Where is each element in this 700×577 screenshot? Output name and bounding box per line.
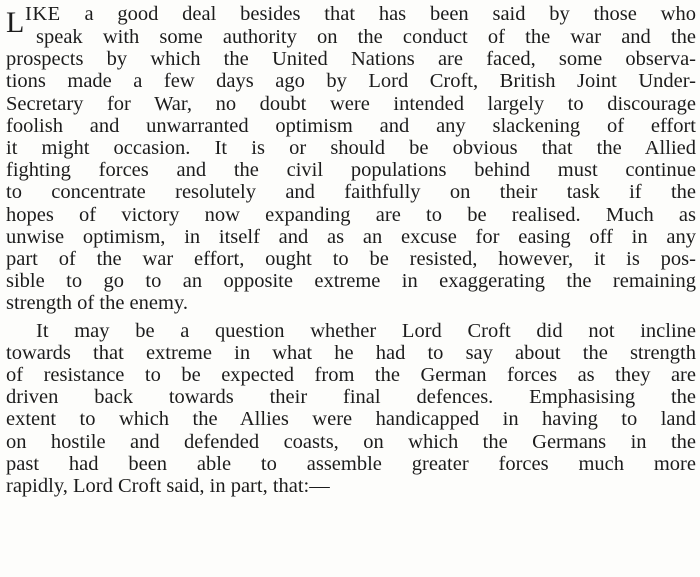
text-line: of resistance to be expected from the German forces as they are (6, 364, 696, 386)
first-line-text: a good deal besides that has been said by those who (84, 3, 696, 25)
text-line: It may be a question whether Lord Croft did not incline (36, 319, 696, 342)
first-line (25, 3, 696, 26)
text-line: fighting forces and the civil populations behind must continue (6, 159, 696, 182)
text-line: on hostile and defended coasts, on which the Germans in the (6, 430, 696, 453)
text-line: prospects by which the United Nations are faced, some observa- (6, 48, 696, 71)
text-line: past had been able to assemble greater forces much more (6, 452, 696, 475)
text-line: to concentrate resolutely and faithfully on their task if the (6, 181, 696, 204)
text-line: tions made a few days ago by Lord Croft, British Joint Under- (6, 70, 696, 93)
text-line: unwise optimism, in itself and as an excuse for easing off in any (6, 225, 696, 248)
first-word-caps: IKE (25, 3, 61, 25)
text-line: speak with some authority on the conduct of the war and the (36, 26, 696, 48)
text-line: strength of the enemy. (6, 292, 188, 315)
text-line: it might occasion. It is or should be obvious that the Allied (6, 137, 696, 159)
text-line: driven back towards their final defences. Emphasising the (6, 386, 696, 409)
text-line: hopes of victory now expanding are to be realised. Much as (6, 203, 696, 226)
text-line: part of the war effort, ought to be resisted, however, it is pos- (6, 248, 696, 270)
text-line: Secretary for War, no doubt were intended largely to discourage (6, 92, 696, 115)
text-line: foolish and unwarranted optimism and any slackening of effort (6, 114, 696, 137)
text-line: towards that extreme in what he had to say about the strength (6, 341, 696, 364)
text-line: sible to go to an opposite extreme in exaggerating the remaining (6, 270, 696, 293)
text-line: extent to which the Allies were handicapped in having to land (6, 408, 696, 431)
text-line: rapidly, Lord Croft said, in part, that:— (6, 475, 330, 497)
drop-cap: L (6, 6, 25, 39)
